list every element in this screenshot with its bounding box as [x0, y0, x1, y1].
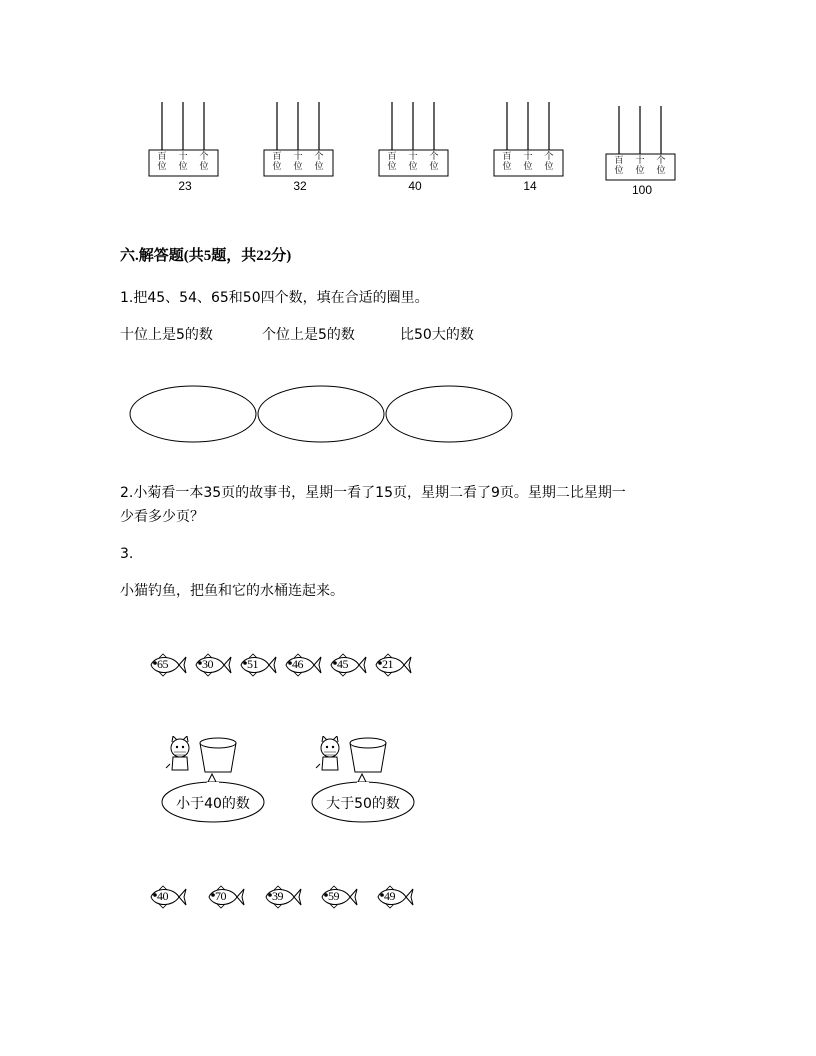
abacus: [140, 102, 230, 202]
fish-number: 21: [382, 657, 393, 671]
question-2-line-2: 少看多少页？: [120, 509, 204, 525]
fish-number: 45: [337, 657, 348, 671]
bucket-label: 小于40的数: [176, 796, 250, 812]
question-3-text: 小猫钓鱼，把鱼和它的水桶连起来。: [120, 583, 344, 599]
abacus: [597, 106, 687, 206]
abacus-tens-label: 十 位: [408, 152, 418, 172]
abacus-ones-label: 个 位: [429, 152, 439, 172]
abacus-hundreds-label: 百 位: [502, 152, 512, 172]
abacus-ones-label: 个 位: [199, 152, 209, 172]
question-3-number: 3.: [120, 546, 134, 562]
abacus-ones-label: 个 位: [656, 156, 666, 176]
cat-bucket-drawing: [308, 736, 418, 828]
abacus-tens-label: 十 位: [178, 152, 188, 172]
abacus-number: 32: [293, 179, 307, 193]
circle-tens-five[interactable]: [130, 386, 256, 442]
fish-number: 40: [157, 889, 168, 903]
abacus-tens-label: 十 位: [523, 152, 533, 172]
bucket-label: 大于50的数: [326, 796, 400, 812]
question-1-text: 1.把45、54、65和50四个数，填在合适的圈里。: [120, 290, 429, 306]
q1-label-tens-five: 十位上是5的数: [120, 327, 213, 343]
fish[interactable]: [262, 884, 302, 910]
fish-number: 46: [292, 657, 303, 671]
cat-bucket-group: [308, 736, 418, 828]
circle-ones-five[interactable]: [258, 386, 384, 442]
abacus-number: 23: [178, 179, 192, 193]
cat-bucket-group: [158, 736, 268, 828]
circle-greater-50[interactable]: [386, 386, 512, 442]
abacus: [485, 102, 575, 202]
cat-icon: [166, 736, 189, 770]
abacus-hundreds-label: 百 位: [387, 152, 397, 172]
fish[interactable]: [147, 884, 187, 910]
fish[interactable]: [205, 884, 245, 910]
fish[interactable]: [327, 652, 367, 678]
fish[interactable]: [282, 652, 322, 678]
q1-label-greater-50: 比50大的数: [400, 327, 474, 343]
cat-icon: [316, 736, 339, 770]
abacus-hundreds-label: 百 位: [157, 152, 167, 172]
abacus-tens-label: 十 位: [293, 152, 303, 172]
q1-circles: [125, 382, 520, 448]
fish-number: 49: [384, 889, 395, 903]
fish[interactable]: [237, 652, 277, 678]
question-2-line-1: 2.小菊看一本35页的故事书，星期一看了15页，星期二看了9页。星期二比星期一: [120, 485, 626, 501]
fish[interactable]: [192, 652, 232, 678]
fish-number: 39: [272, 889, 283, 903]
fish[interactable]: [372, 652, 412, 678]
abacus-hundreds-label: 百 位: [614, 156, 624, 176]
abacus: [255, 102, 345, 202]
abacus-ones-label: 个 位: [314, 152, 324, 172]
bucket-icon: [200, 738, 236, 772]
abacus: [370, 102, 460, 202]
fish-number: 65: [157, 657, 168, 671]
abacus-tens-label: 十 位: [635, 156, 645, 176]
abacus-number: 100: [631, 183, 653, 197]
fish[interactable]: [374, 884, 414, 910]
section-title: 六.解答题(共5题，共22分): [120, 248, 292, 264]
fish-number: 30: [202, 657, 213, 671]
abacus-hundreds-label: 百 位: [272, 152, 282, 172]
fish[interactable]: [147, 652, 187, 678]
abacus-number: 14: [523, 179, 537, 193]
fish-number: 51: [247, 657, 258, 671]
abacus-ones-label: 个 位: [544, 152, 554, 172]
cat-bucket-drawing: [158, 736, 268, 828]
fish[interactable]: [318, 884, 358, 910]
q1-label-ones-five: 个位上是5的数: [262, 327, 355, 343]
fish-number: 70: [215, 889, 226, 903]
fish-number: 59: [328, 889, 339, 903]
bucket-icon: [350, 738, 386, 772]
abacus-number: 40: [408, 179, 422, 193]
